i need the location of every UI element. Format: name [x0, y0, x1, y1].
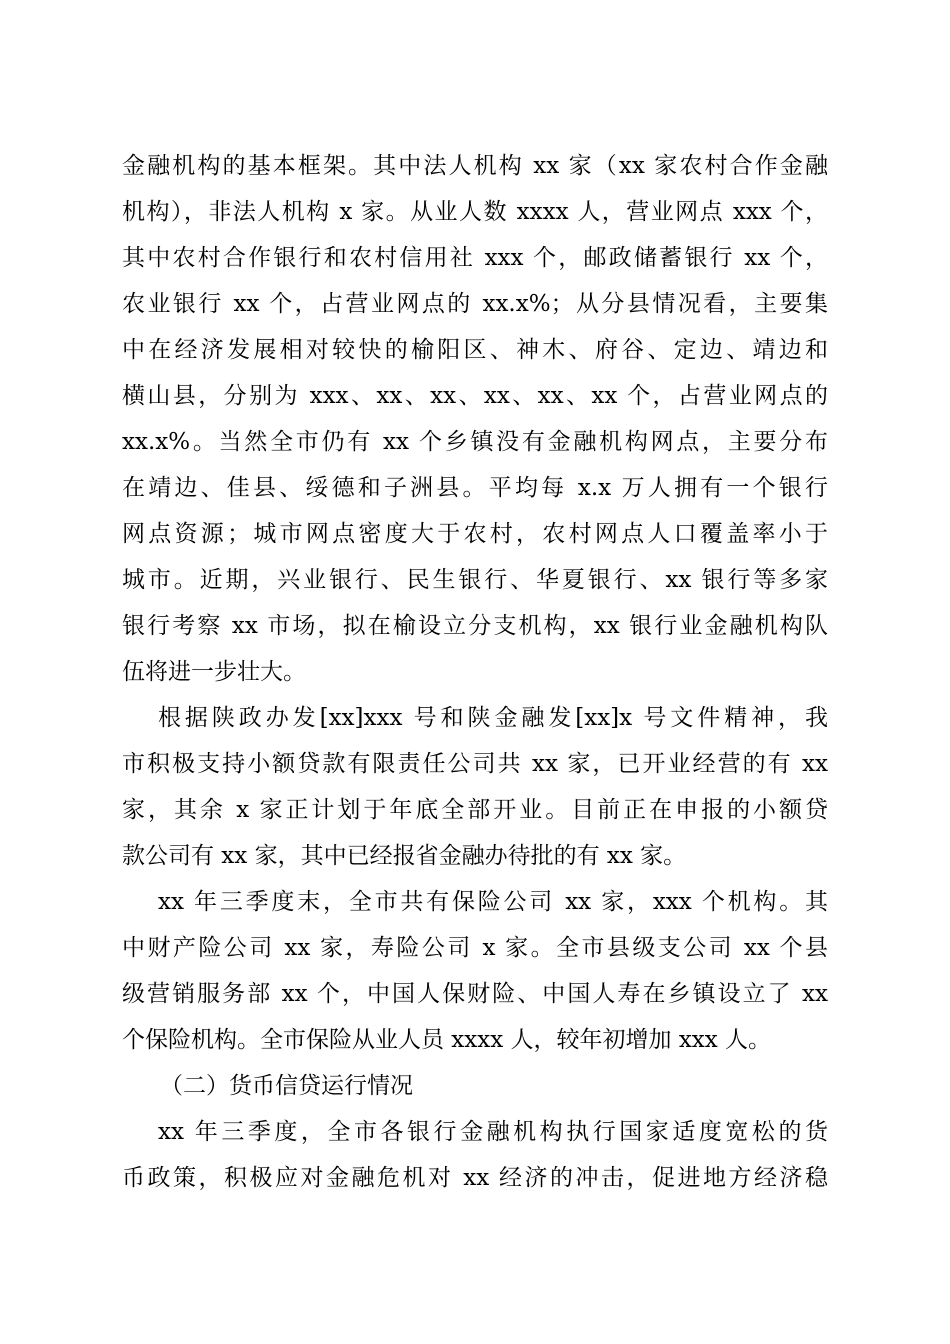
text-line: 级营销服务部 xx 个，中国人保财险、中国人寿在乡镇设立了 xx: [122, 981, 828, 1007]
text-line: 银行考察 xx 市场，拟在榆设立分支机构，xx 银行业金融机构队: [122, 613, 828, 639]
text-line: 农业银行 xx 个，占营业网点的 xx.x%；从分县情况看，主要集: [122, 291, 828, 317]
paragraph-insurance: [122, 879, 828, 1063]
text-line: 款公司有 xx 家，其中已经报省金融办待批的有 xx 家。: [122, 843, 687, 869]
paragraph-microcredit: [122, 695, 828, 879]
text-line: 伍将进一步壮大。: [122, 659, 306, 685]
document-body: [122, 143, 828, 1201]
text-line: 中财产险公司 xx 家，寿险公司 x 家。全市县级支公司 xx 个县: [122, 935, 828, 961]
text-line: 个保险机构。全市保险从业人员 xxxx 人，较年初增加 xxx 人。: [122, 1027, 772, 1053]
text-line: 网点资源；城市网点密度大于农村，农村网点人口覆盖率小于: [122, 521, 828, 547]
heading-line: （二）货币信贷运行情况: [160, 1073, 413, 1099]
text-line: 市积极支持小额贷款有限责任公司共 xx 家，已开业经营的有 xx: [122, 751, 828, 777]
text-line: 中在经济发展相对较快的榆阳区、神木、府谷、定边、靖边和: [122, 337, 828, 363]
text-line: 金融机构的基本框架。其中法人机构 xx 家（xx 家农村合作金融: [122, 153, 828, 179]
paragraph-monetary-credit: [122, 1109, 828, 1201]
text-line: 横山县，分别为 xxx、xx、xx、xx、xx、xx 个，占营业网点的: [122, 383, 828, 409]
paragraph-bank-network: [122, 143, 828, 695]
text-line: 根据陕政办发[xx]xxx 号和陕金融发[xx]x 号文件精神，我: [158, 705, 828, 731]
text-line: 在靖边、佳县、绥德和子洲县。平均每 x.x 万人拥有一个银行: [122, 475, 828, 501]
section-heading: [122, 1063, 828, 1109]
text-line: 家，其余 x 家正计划于年底全部开业。目前正在申报的小额贷: [122, 797, 828, 823]
text-line: 其中农村合作银行和农村信用社 xxx 个，邮政储蓄银行 xx 个，: [122, 245, 828, 271]
text-line: 机构），非法人机构 x 家。从业人数 xxxx 人，营业网点 xxx 个，: [122, 199, 828, 225]
text-line: xx 年三季度，全市各银行金融机构执行国家适度宽松的货: [158, 1119, 828, 1145]
text-line: 城市。近期，兴业银行、民生银行、华夏银行、xx 银行等多家: [122, 567, 828, 593]
text-line: xx.x%。当然全市仍有 xx 个乡镇没有金融机构网点，主要分布: [122, 429, 828, 455]
text-line: 币政策，积极应对金融危机对 xx 经济的冲击，促进地方经济稳: [122, 1165, 828, 1191]
text-line: xx 年三季度末，全市共有保险公司 xx 家，xxx 个机构。其: [158, 889, 828, 915]
